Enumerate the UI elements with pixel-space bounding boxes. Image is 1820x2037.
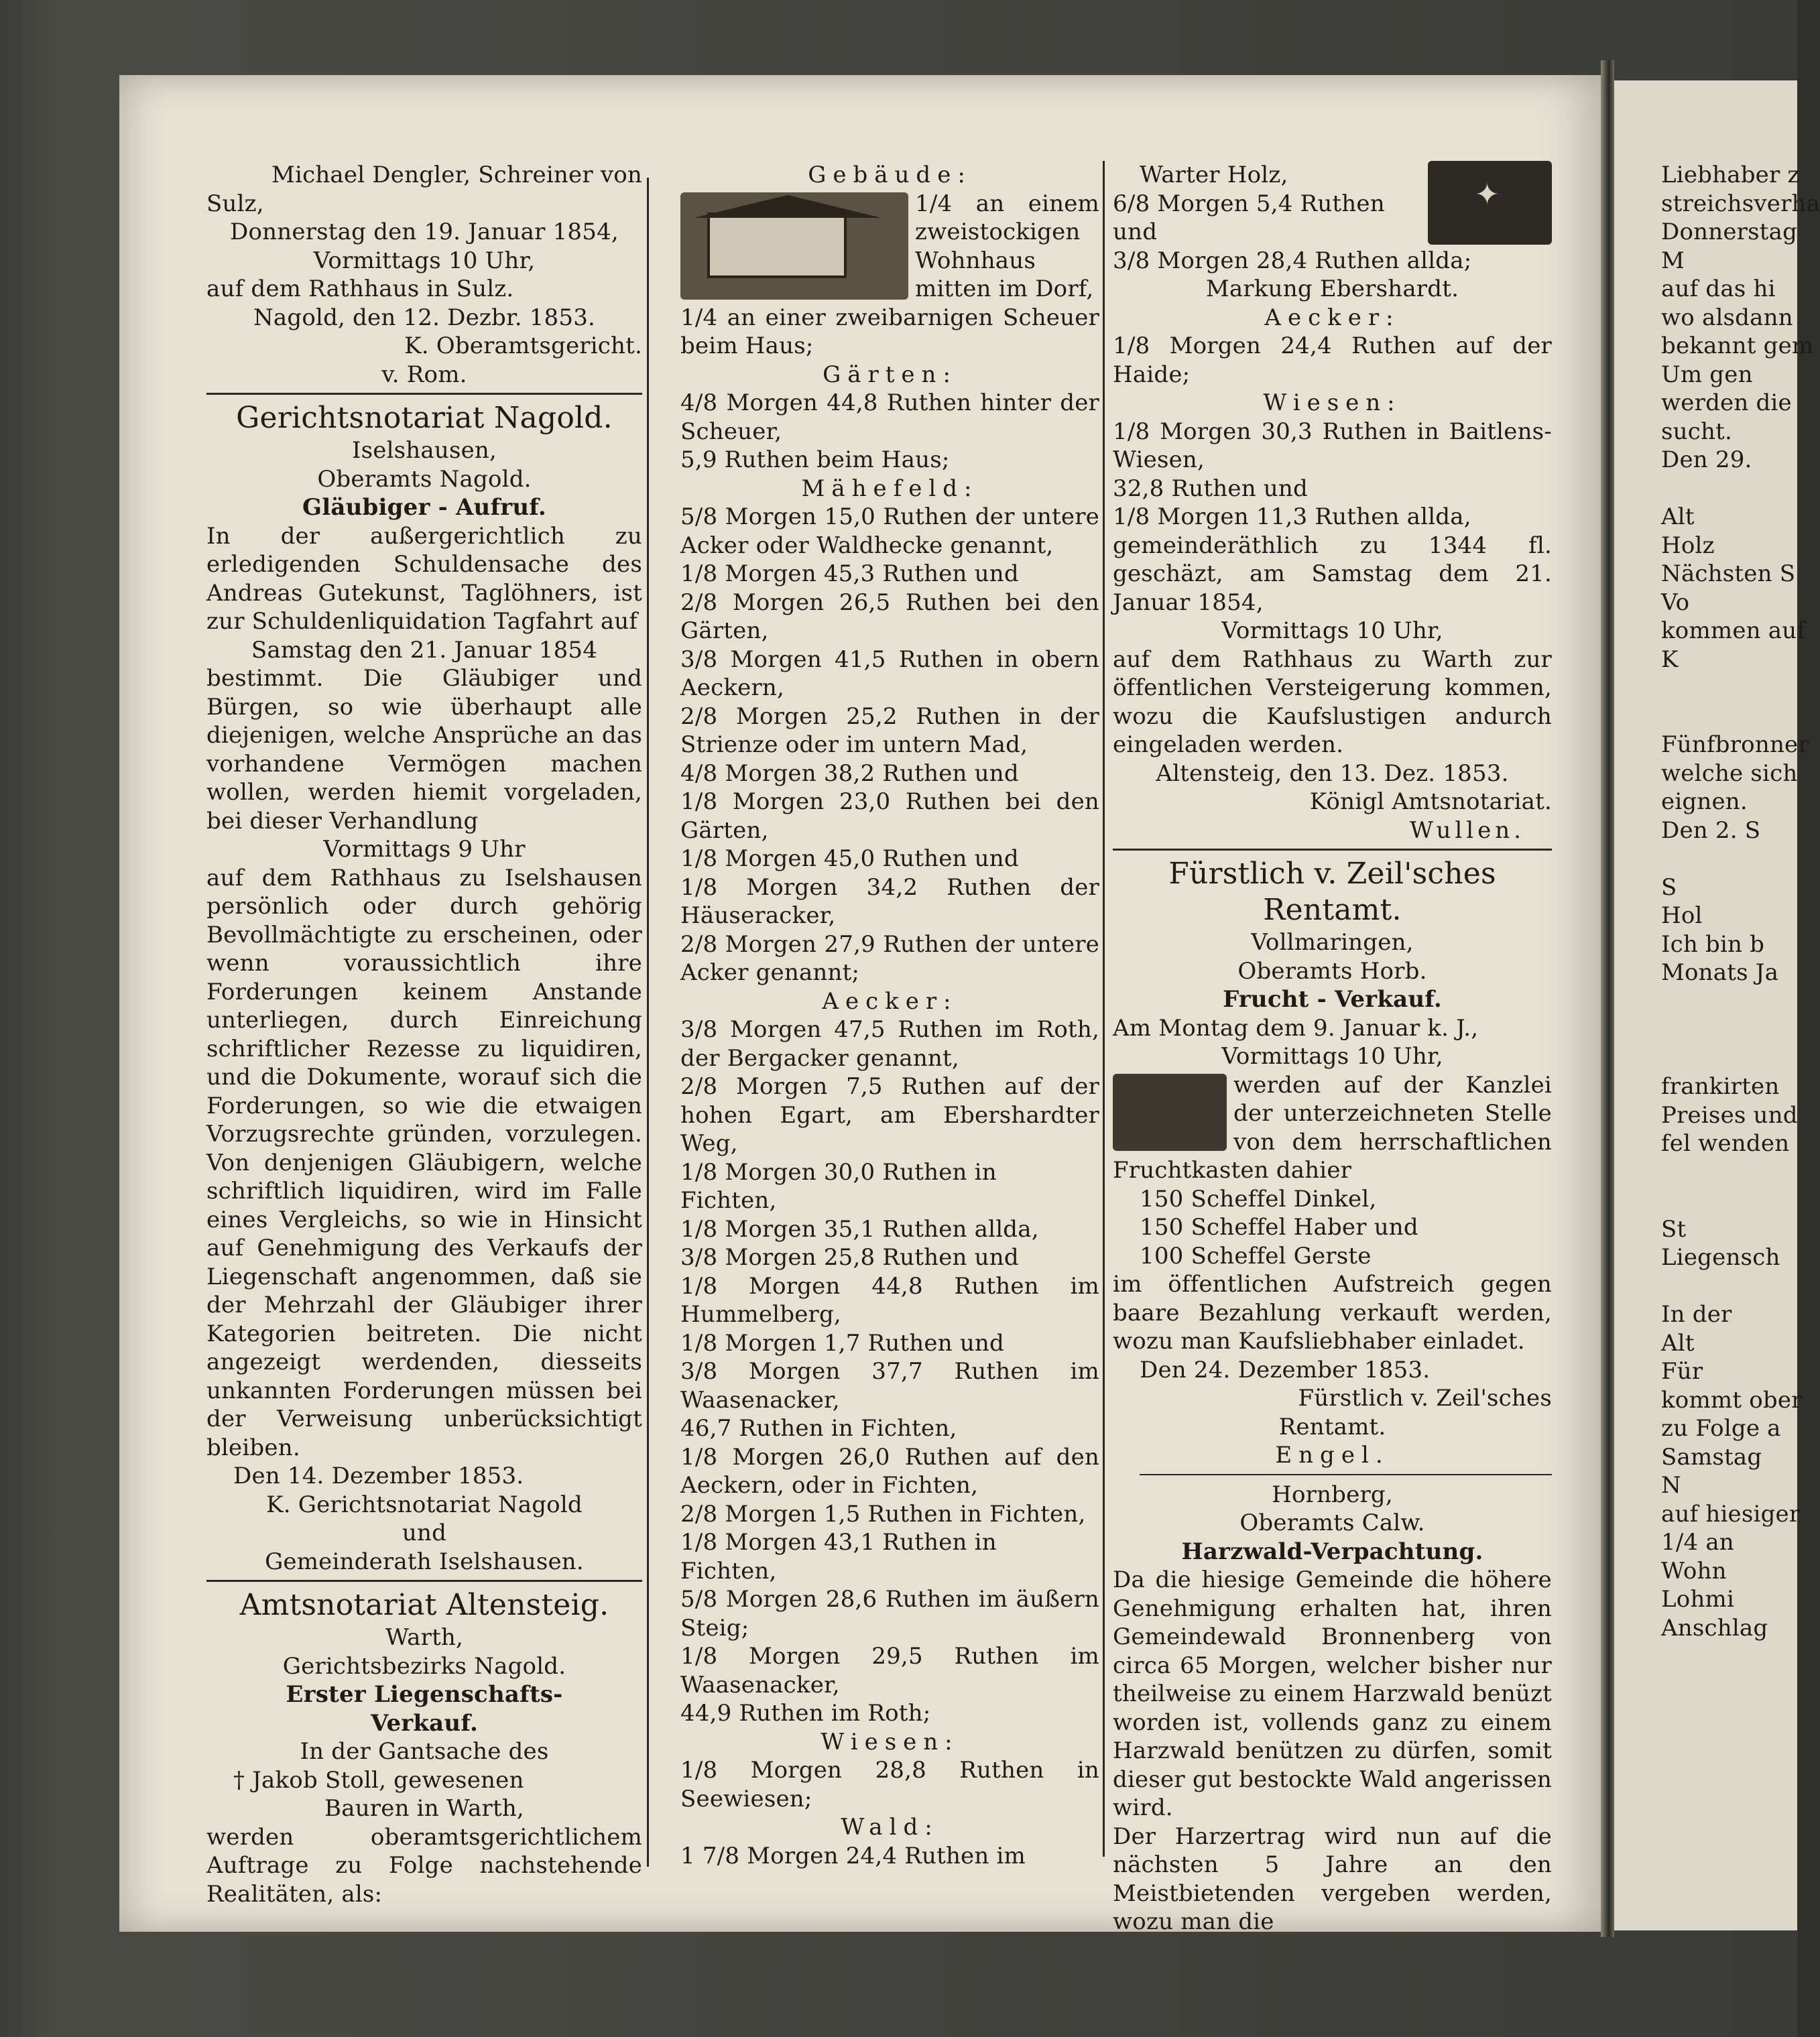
text-line (1661, 1186, 1815, 1215)
section-heading: Wiesen: (1263, 389, 1402, 416)
list-item: 2/8 Morgen 26,5 Ruthen bei den Gärten, (680, 589, 1099, 644)
list-item: 2/8 Morgen 1,5 Ruthen in Fichten, (680, 1500, 1086, 1528)
text-line: Vormittags 10 Uhr, (1221, 1043, 1443, 1070)
text-line: Gemeinderath Iselshausen. (265, 1548, 584, 1575)
text-line: Warth, (385, 1624, 464, 1651)
list-item: 1/8 Morgen 26,0 Ruthen auf den Aeckern, oder in Fichten, (680, 1443, 1099, 1499)
list-item: 150 Scheffel Dinkel, (1140, 1185, 1377, 1213)
text-line: N (1661, 1472, 1681, 1499)
list-item: 3/8 Morgen 25,8 Ruthen und (680, 1244, 1019, 1271)
text-line: Vo (1661, 589, 1690, 616)
text-line: M (1661, 247, 1685, 274)
text-line: Für (1661, 1358, 1703, 1385)
text-line (1661, 475, 1815, 503)
list-item: 100 Scheffel Gerste (1140, 1242, 1372, 1270)
notice-title: Gläubiger - Aufruf. (302, 494, 546, 521)
text-line: wo alsdann (1661, 304, 1793, 331)
list-item: 32,8 Ruthen und (1113, 475, 1308, 502)
column-3 (1113, 161, 1552, 1936)
list-item: 3/8 Morgen 37,7 Ruthen im Waasenacker, (680, 1358, 1099, 1414)
text-line: Liebhaber z (1661, 162, 1800, 188)
list-item: 150 Scheffel Haber und (1140, 1214, 1418, 1241)
section-heading: Aecker: (822, 987, 958, 1015)
text-line: Anschlag (1661, 1614, 1768, 1642)
column-rule-1 (647, 178, 649, 1867)
section-heading: Wald: (841, 1814, 939, 1841)
list-item: 3/8 Morgen 28,4 Ruthen allda; (1113, 247, 1472, 274)
text-line: werden die (1661, 389, 1792, 416)
list-item: 1/8 Morgen 24,4 Ruthen auf der Haide; (1113, 332, 1552, 388)
list-item: 4/8 Morgen 44,8 Ruthen hinter der Scheuer, (680, 389, 1099, 445)
notice-title: Erster Liegenschafts- (286, 1681, 563, 1708)
text-line: sucht. (1661, 418, 1732, 445)
text-line: Um gen (1661, 361, 1753, 388)
woodpile-woodcut-image (1428, 161, 1552, 245)
notice-title: Verkauf. (371, 1709, 478, 1737)
text-line: auf hiesiger (1661, 1500, 1801, 1528)
list-item: 3/8 Morgen 47,5 Ruthen im Roth, der Bergacker genannt, (680, 1016, 1099, 1072)
text-line: Samstag (1661, 1443, 1762, 1471)
text-line: Warter Holz, (1140, 162, 1288, 188)
text-line: Holz (1661, 532, 1715, 559)
text-line: und (1113, 219, 1158, 245)
list-item: 1/8 Morgen 11,3 Ruthen allda, (1113, 503, 1471, 530)
list-item: 3/8 Morgen 41,5 Ruthen in obern Aeckern, (680, 645, 1099, 701)
text-line: Liegensch (1661, 1244, 1780, 1271)
page-gutter (1601, 60, 1614, 1937)
text-line: Ich bin b (1661, 930, 1765, 958)
text-line (1661, 1272, 1815, 1301)
column-2 (680, 161, 1099, 1870)
text-line: Hol (1661, 902, 1703, 929)
granary-woodcut-image (1113, 1074, 1227, 1151)
text-line: † Jakob Stoll, gewesenen (233, 1766, 524, 1794)
text-line (1661, 1015, 1815, 1044)
text-line: frankirten (1661, 1073, 1780, 1100)
text-line: Den 2. S (1661, 816, 1761, 844)
paragraph: gemeinderäthlich zu 1344 fl. geschäzt, am Samstag dem 21. Januar 1854, (1113, 532, 1552, 616)
text-line: Vormittags 10 Uhr, (313, 247, 536, 274)
paragraph: auf dem Rathhaus zu Iselshausen persönlich oder durch gehörig Bevollmächtigte zu erscheinen, oder wenn voraussichtlich ihre Forderungen keinem Anstande unterliegen, durch Einreichung schriftlicher Rezesse zu liquidiren, und die Dokumente, worauf sich die Forderungen, so wie die etwaigen Vorzugsrechte gründen, vorzulegen. Von denjenigen Gläubigern, welche schriftlich liquidiren, wird im Falle eines Vergleichs, so wie in Hinsicht auf Genehmigung des Verkaufs der Liegenschaft angenommen, daß sie der Mehrzahl der Gläubiger ihrer Kategorien beitreten. Die nicht angezeigt werdenden, diesseits unkannten Forderungen müssen bei der Verweisung unberücksichtigt bleiben. (206, 864, 642, 1461)
list-item: 1/8 Morgen 29,5 Ruthen im Waasenacker, (680, 1643, 1099, 1699)
notice-title: Harzwald-Verpachtung. (1181, 1538, 1483, 1565)
text-line: St (1661, 1215, 1687, 1243)
paragraph: bestimmt. Die Gläubiger und Bürgen, so wie überhaupt alle diejenigen, welche Ansprüche an das vorhandene Vermögen machen wollen, werden hiemit vorgeladen, bei dieser Verhandlung (206, 665, 642, 835)
paragraph: Der Harzertrag wird nun auf die nächsten 5 Jahre an den Meistbietenden vergeben werden, wozu man die (1113, 1823, 1552, 1935)
text-line (1661, 1158, 1815, 1187)
column-rule-2 (1103, 161, 1105, 1857)
paragraph: Da die hiesige Gemeinde die höhere Genehmigung erhalten hat, ihren Gemeindewald Bronnenberg von circa 65 Morgen, welcher bisher nur theilweise zu einem Harzwald benüzt worden ist, vollends ganz zu einem Harzwald benützen zu dürfen, somit dieser gut bestockte Wald angerissen wird. (1113, 1566, 1552, 1821)
text-line: Markung Ebershardt. (1205, 275, 1459, 302)
list-item: 1/8 Morgen 35,1 Ruthen allda, (680, 1215, 1039, 1243)
text-line (1661, 674, 1815, 702)
text-line: v. Rom. (381, 361, 467, 388)
list-item: 2/8 Morgen 25,2 Ruthen in der Strienze oder im untern Mad, (680, 702, 1099, 758)
text-line: Rentamt. (1278, 1413, 1386, 1440)
text-line: Donnerstag (1661, 219, 1798, 245)
paragraph: werden auf der Kanzlei der unterzeichneten Stelle von dem herrschaftlichen Fruchtkasten dahier (1113, 1071, 1552, 1184)
paragraph: auf dem Rathhaus zu Warth zur öffentlichen Versteigerung kommen, wozu die Kaufslustigen andurch eingeladen werden. (1113, 645, 1552, 758)
section-heading: Fürstlich v. Zeil'sches Rentamt. (1168, 857, 1496, 927)
text-line: Donnerstag den 19. Januar 1854, (230, 219, 619, 245)
text-line: K (1661, 645, 1679, 673)
column-1 (206, 161, 642, 1908)
text-line: welche sich (1661, 759, 1798, 787)
text-line: Den 29. (1661, 446, 1752, 473)
text-line: Wohn (1661, 1557, 1727, 1585)
list-item: 44,9 Ruthen im Roth; (680, 1700, 931, 1727)
text-line: Altensteig, den 13. Dez. 1853. (1156, 759, 1509, 787)
house-woodcut-image (680, 192, 908, 300)
section-heading: Gebäude: (808, 162, 972, 188)
text-line: Iselshausen, (351, 437, 497, 464)
text-line: auf das hi (1661, 275, 1776, 302)
section-heading: Gerichtsnotariat Nagold. (236, 401, 613, 435)
text-line: Gerichtsbezirks Nagold. (282, 1652, 566, 1680)
section-heading: Gärten: (823, 361, 957, 388)
text-line: auf dem Rathhaus in Sulz. (206, 275, 514, 302)
text-line (1661, 1044, 1815, 1073)
list-item: 1/8 Morgen 23,0 Ruthen bei den Gärten, (680, 788, 1099, 844)
text-line: 1/4 an (1661, 1529, 1734, 1556)
list-item: 1/4 an einem zweistockigen Wohnhaus mitten im Dorf, (915, 190, 1099, 302)
paragraph: werden oberamtsgerichtlichem Auftrage zu Folge nachstehende Realitäten, als: (206, 1823, 642, 1908)
text-line: Fünfbronner (1661, 731, 1809, 758)
section-rule (1113, 849, 1552, 851)
list-item: 5,9 Ruthen beim Haus; (680, 446, 950, 473)
section-rule (206, 393, 642, 395)
list-item: 1/8 Morgen 30,0 Ruthen in Fichten, (680, 1158, 997, 1214)
text-line: streichsverha (1661, 190, 1820, 217)
text-line: Wullen. (1409, 816, 1525, 844)
text-line: Preises und (1661, 1101, 1798, 1129)
list-item: 1/8 Morgen 44,8 Ruthen im Hummelberg, (680, 1272, 1099, 1328)
text-line: Oberamts Horb. (1237, 957, 1427, 985)
text-line: Oberamts Nagold. (317, 465, 532, 493)
text-line: bekannt gem (1661, 332, 1814, 359)
text-line: Fürstlich v. Zeil'sches (1298, 1385, 1552, 1412)
text-line: Vormittags 10 Uhr, (1221, 617, 1443, 644)
text-line (1661, 702, 1815, 731)
text-line: K. Gerichtsnotariat Nagold (266, 1491, 583, 1518)
list-item: 1/8 Morgen 43,1 Ruthen in Fichten, (680, 1529, 997, 1585)
column-4-cropped (1661, 161, 1820, 1642)
list-item: 1/8 Morgen 45,0 Ruthen und (680, 845, 1019, 872)
list-item: 6/8 Morgen 5,4 Ruthen (1113, 190, 1385, 217)
list-item: 1 7/8 Morgen 24,4 Ruthen im (680, 1842, 1026, 1869)
section-heading: Amtsnotariat Altensteig. (239, 1588, 609, 1622)
paragraph: im öffentlichen Aufstreich gegen baare Bezahlung verkauft werden, wozu man Kaufsliebhaber einladet. (1113, 1271, 1552, 1355)
list-item: 5/8 Morgen 28,6 Ruthen im äußern Steig; (680, 1586, 1099, 1642)
text-line: S (1661, 873, 1677, 901)
text-line (1661, 845, 1815, 873)
text-line: Den 24. Dezember 1853. (1140, 1356, 1431, 1383)
text-line: Oberamts Calw. (1239, 1509, 1425, 1536)
list-item: 1/8 Morgen 28,8 Ruthen in Seewiesen; (680, 1757, 1099, 1812)
list-item: 1/8 Morgen 1,7 Ruthen und (680, 1329, 1004, 1357)
text-line: Samstag den 21. Januar 1854 (251, 636, 598, 664)
list-item: 1/8 Morgen 34,2 Ruthen der Häuseracker, (680, 873, 1099, 929)
text-line: K. Oberamtsgericht. (404, 332, 642, 359)
text-line: Nagold, den 12. Dezbr. 1853. (253, 304, 596, 331)
text-line: fel wenden (1661, 1130, 1790, 1157)
list-item: 2/8 Morgen 7,5 Ruthen auf der hohen Egart, am Ebershardter Weg, (680, 1073, 1099, 1157)
section-rule (206, 1580, 642, 1582)
text-line: Nächsten S (1661, 560, 1796, 587)
text-line: Am Montag dem 9. Januar k. J., (1113, 1014, 1479, 1042)
list-item: 2/8 Morgen 27,9 Ruthen der untere Acker genannt; (680, 930, 1099, 986)
text-line: Monats Ja (1661, 959, 1779, 986)
text-line: und (402, 1520, 447, 1546)
text-line: Bauren in Warth, (324, 1795, 524, 1822)
text-line: Den 14. Dezember 1853. (233, 1463, 524, 1489)
section-heading: Mähefeld: (801, 475, 979, 502)
section-heading: Aecker: (1264, 304, 1400, 331)
text-line: Engel. (1275, 1442, 1390, 1469)
text-line: zu Folge a (1661, 1415, 1781, 1442)
text-line: In der Gantsache des (300, 1738, 549, 1765)
list-item: 1/8 Morgen 30,3 Ruthen in Baitlens-Wiesen, (1113, 418, 1552, 473)
text-line: kommen auf (1661, 617, 1806, 644)
list-item: 1/8 Morgen 45,3 Ruthen und (680, 560, 1019, 587)
text-line: eignen. (1661, 788, 1748, 815)
list-item: 1/4 an einer zweibarnigen Scheuer beim Haus; (680, 304, 1099, 359)
text-line: Sulz, (206, 190, 264, 217)
text-line (1661, 987, 1815, 1016)
text-line: Vollmaringen, (1251, 929, 1414, 956)
text-line: Vormittags 9 Uhr (323, 836, 526, 863)
section-heading: Wiesen: (821, 1728, 959, 1755)
list-item: 5/8 Morgen 15,0 Ruthen der untere Acker oder Waldhecke genannt, (680, 503, 1099, 559)
text-line: In der (1661, 1301, 1732, 1328)
section-rule (1140, 1474, 1552, 1475)
list-item: 4/8 Morgen 38,2 Ruthen und (680, 759, 1019, 787)
text-line: Hornberg, (1272, 1481, 1393, 1508)
notice-dengler (206, 161, 642, 389)
text-line: kommt ober (1661, 1386, 1803, 1414)
paragraph: In der außergerichtlich zu erledigenden Schuldensache des Andreas Gutekunst, Taglöhners, ist zur Schuldenliquidation Tagfahrt auf (206, 522, 642, 635)
text-line: Alt (1661, 503, 1695, 530)
text-line: Alt (1661, 1329, 1695, 1357)
text-line: Lohmi (1661, 1586, 1735, 1613)
list-item: 46,7 Ruthen in Fichten, (680, 1415, 957, 1442)
text-line: Michael Dengler, Schreiner von (271, 162, 642, 188)
text-line: Königl Amtsnotariat. (1309, 788, 1552, 815)
notice-title: Frucht - Verkauf. (1223, 986, 1442, 1013)
